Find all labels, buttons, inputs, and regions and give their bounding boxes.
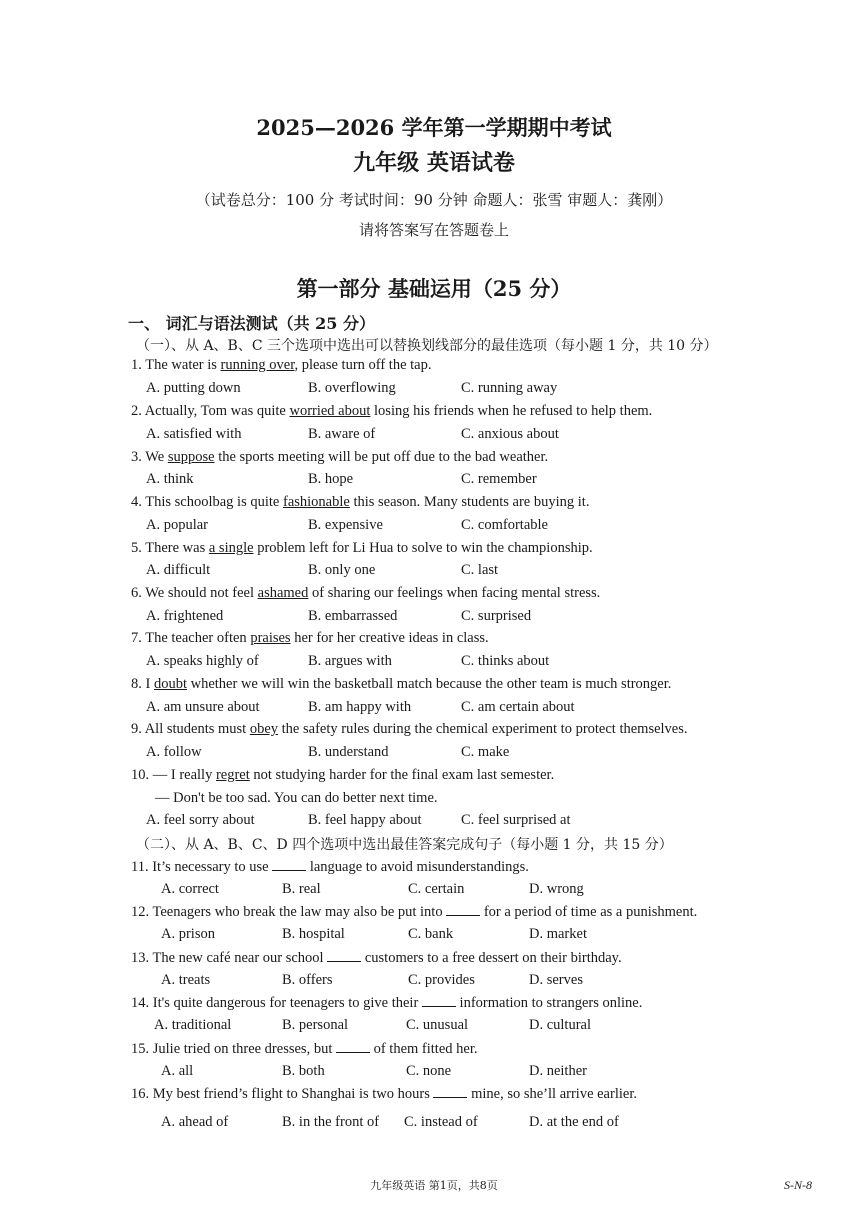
q4-option-c: C. comfortable — [461, 517, 548, 533]
q8-option-a: A. am unsure about — [146, 699, 260, 715]
underlined-phrase: suppose — [167, 449, 215, 465]
q9-option-c: C. make — [461, 744, 510, 760]
question-15: 15. Julie tried on three dresses, but of them fitted her. — [131, 1041, 478, 1057]
question-7: 7. The teacher often praises her for her creative ideas in class. — [131, 630, 489, 646]
question-8: 8. I doubt whether we will win the basketball match because the other team is much stronger. — [131, 676, 672, 692]
question-2: 2. Actually, Tom was quite worried about losing his friends when he refused to help them. — [131, 403, 653, 419]
underlined-phrase: regret — [215, 767, 250, 783]
q3-option-a: A. think — [146, 471, 194, 487]
q13-option-b: B. offers — [282, 972, 333, 988]
q2-option-b: B. aware of — [308, 426, 376, 442]
q13-option-d: D. serves — [529, 972, 583, 988]
q11-option-c: C. certain — [408, 881, 465, 897]
question-10: 10. — I really regret not studying harder for the final exam last semester. — [131, 767, 555, 783]
q10-option-c: C. feel surprised at — [461, 812, 571, 828]
underlined-phrase: praises — [250, 630, 291, 646]
answer-note: 请将答案写在答题卷上 — [358, 221, 509, 239]
q15-option-a: A. all — [161, 1063, 194, 1079]
q3-option-b: B. hope — [308, 471, 354, 487]
answer-blank — [336, 1040, 370, 1053]
section1-title: 一、 词汇与语法测试（共 25 分） — [128, 314, 375, 333]
question-14: 14. It's quite dangerous for teenagers to give their information to strangers online. — [131, 995, 643, 1011]
q6-option-c: C. surprised — [461, 608, 532, 624]
q7-option-b: B. argues with — [308, 653, 392, 669]
answer-blank — [446, 903, 480, 916]
q5-option-b: B. only one — [308, 562, 376, 578]
q2-option-a: A. satisfied with — [146, 426, 242, 442]
question-16: 16. My best friend’s flight to Shanghai is two hours mine, so she’ll arrive earlier. — [131, 1086, 637, 1102]
exam-title: 2025—2026 学年第一学期期中考试 — [256, 115, 612, 140]
q8-option-c: C. am certain about — [461, 699, 575, 715]
page-footer: 九年级英语 第1页，共8页 — [370, 1179, 498, 1192]
question-13: 13. The new café near our school customers to a free dessert on their birthday. — [131, 950, 622, 966]
q15-option-c: C. none — [406, 1063, 452, 1079]
underlined-phrase: a single — [208, 540, 254, 556]
sub2-instruction: （二）、从 A、B、C、D 四个选项中选出最佳答案完成句子（每小题 1 分，共 15 分） — [136, 837, 673, 853]
question-10-reply: — Don't be too sad. You can do better next time. — [155, 790, 438, 806]
q11-option-b: B. real — [282, 881, 321, 897]
question-5: 5. There was a single problem left for Li Hua to solve to win the championship. — [131, 540, 593, 556]
question-3: 3. We suppose the sports meeting will be put off due to the bad weather. — [131, 449, 549, 465]
q12-option-a: A. prison — [161, 926, 215, 942]
answer-blank — [422, 994, 456, 1007]
q11-option-a: A. correct — [161, 881, 219, 897]
q8-option-b: B. am happy with — [308, 699, 412, 715]
q6-option-a: A. frightened — [146, 608, 224, 624]
underlined-phrase: running over — [220, 357, 295, 373]
answer-blank — [272, 858, 306, 871]
q2-option-c: C. anxious about — [461, 426, 559, 442]
q13-option-c: C. provides — [408, 972, 475, 988]
underlined-phrase: worried about — [289, 403, 371, 419]
underlined-phrase: ashamed — [257, 585, 309, 601]
q6-option-b: B. embarrassed — [308, 608, 398, 624]
paper-code: S-N-8 — [784, 1178, 812, 1192]
q9-option-b: B. understand — [308, 744, 389, 760]
q14-option-a: A. traditional — [154, 1017, 232, 1033]
q1-option-c: C. running away — [461, 380, 558, 396]
q4-option-b: B. expensive — [308, 517, 383, 533]
q12-option-c: C. bank — [408, 926, 454, 942]
q16-option-b: B. in the front of — [282, 1114, 380, 1130]
q7-option-a: A. speaks highly of — [146, 653, 259, 669]
q1-option-a: A. putting down — [146, 380, 241, 396]
question-11: 11. It’s necessary to use language to avoid misunderstandings. — [131, 859, 529, 875]
q16-option-d: D. at the end of — [529, 1114, 619, 1130]
q14-option-d: D. cultural — [529, 1017, 592, 1033]
q16-option-c: C. instead of — [404, 1114, 478, 1130]
q5-option-c: C. last — [461, 562, 499, 578]
underlined-phrase: obey — [249, 721, 279, 737]
question-6: 6. We should not feel ashamed of sharing our feelings when facing mental stress. — [131, 585, 601, 601]
q16-option-a: A. ahead of — [161, 1114, 229, 1130]
q3-option-c: C. remember — [461, 471, 537, 487]
underlined-phrase: fashionable — [282, 494, 350, 510]
question-12: 12. Teenagers who break the law may also be put into for a period of time as a punishment. — [131, 904, 698, 920]
q9-option-a: A. follow — [146, 744, 202, 760]
q12-option-b: B. hospital — [282, 926, 345, 942]
question-9: 9. All students must obey the safety rules during the chemical experiment to protect themselves. — [131, 721, 688, 737]
q14-option-b: B. personal — [282, 1017, 349, 1033]
q1-option-b: B. overflowing — [308, 380, 396, 396]
q13-option-a: A. treats — [161, 972, 211, 988]
q15-option-d: D. neither — [529, 1063, 587, 1079]
exam-subtitle: 九年级 英语试卷 — [353, 150, 515, 176]
question-1: 1. The water is running over, please turn off the tap. — [131, 357, 432, 373]
q7-option-c: C. thinks about — [461, 653, 550, 669]
answer-blank — [433, 1085, 467, 1098]
q14-option-c: C. unusual — [406, 1017, 469, 1033]
q10-option-a: A. feel sorry about — [146, 812, 255, 828]
q5-option-a: A. difficult — [146, 562, 211, 578]
q15-option-b: B. both — [282, 1063, 325, 1079]
part1-title: 第一部分 基础运用（25 分） — [296, 276, 572, 301]
q10-option-b: B. feel happy about — [308, 812, 422, 828]
q11-option-d: D. wrong — [529, 881, 584, 897]
question-4: 4. This schoolbag is quite fashionable this season. Many students are buying it. — [131, 494, 590, 510]
q4-option-a: A. popular — [146, 517, 209, 533]
underlined-phrase: doubt — [153, 676, 187, 692]
answer-blank — [327, 949, 361, 962]
sub1-instruction: （一）、从 A、B、C 三个选项中选出可以替换划线部分的最佳选项（每小题 1 分，共 10 分） — [136, 338, 718, 354]
q12-option-d: D. market — [529, 926, 587, 942]
exam-info: （试卷总分：100 分 考试时间：90 分钟 命题人：张雪 审题人：龚刚） — [195, 191, 673, 209]
